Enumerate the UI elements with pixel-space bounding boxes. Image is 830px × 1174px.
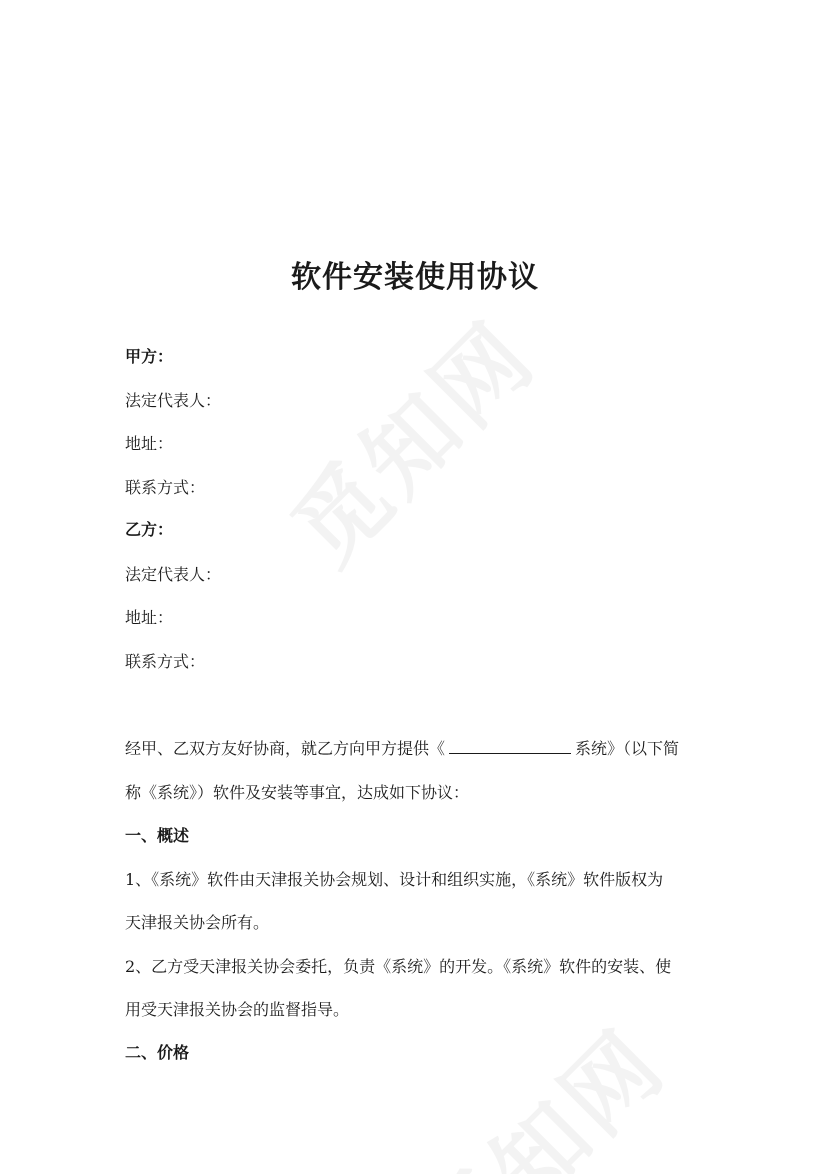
watermark	[258, 287, 559, 588]
document-title: 软件安装使用协议	[291, 260, 539, 295]
party-b-address: 地址：	[125, 608, 174, 627]
party-a-address: 地址：	[125, 434, 174, 453]
intro-paragraph-line-2: 称《系统》）软件及安装等事宜，达成如下协议：	[125, 783, 470, 802]
party-b-legal-rep: 法定代表人：	[125, 565, 222, 584]
section-1-item-2-line-1: 2、乙方受天津报关协会委托，负责《系统》的开发。《系统》软件的安装、使	[125, 957, 672, 976]
section-1-item-2-line-2: 用受天津报关协会的监督指导。	[125, 1000, 350, 1019]
system-name-blank	[449, 739, 571, 754]
section-1-heading: 一、概述	[125, 826, 190, 845]
party-a-contact: 联系方式：	[125, 478, 206, 497]
intro-text-after-blank: 系统》（以下简	[575, 739, 680, 758]
watermark	[388, 995, 689, 1174]
party-a-heading: 甲方：	[125, 347, 174, 366]
intro-paragraph-line-1	[125, 738, 679, 760]
intro-text-before-blank: 经甲、乙双方友好协商，就乙方向甲方提供《	[125, 739, 446, 758]
party-b-contact: 联系方式：	[125, 652, 206, 671]
section-1-item-1-line-2: 天津报关协会所有。	[125, 913, 270, 932]
section-1-item-1-line-1: 1、《系统》软件由天津报关协会规划、设计和组织实施，《系统》软件版权为	[125, 870, 664, 889]
party-b-heading: 乙方：	[125, 520, 174, 539]
section-2-heading: 二、价格	[125, 1043, 190, 1062]
party-a-legal-rep: 法定代表人：	[125, 391, 222, 410]
